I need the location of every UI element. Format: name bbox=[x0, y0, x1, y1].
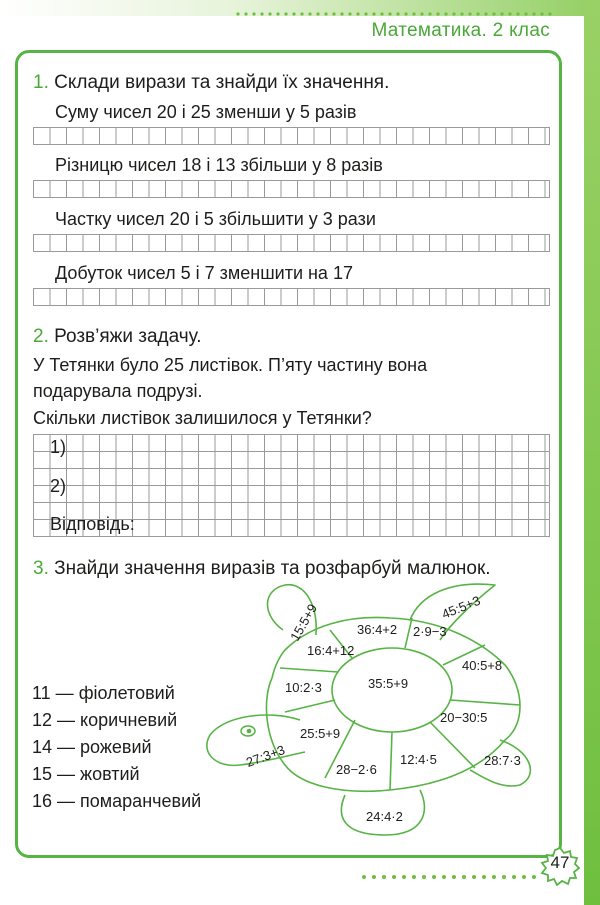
task1-number: 1. bbox=[33, 72, 49, 93]
legend-item-11: 11 — фіолетовий bbox=[32, 683, 175, 703]
solution-step-2: 2) bbox=[50, 476, 67, 496]
flipper-expression: 45:5+3 bbox=[439, 592, 483, 622]
shell-expression: 40:5+8 bbox=[462, 658, 503, 673]
task2-line-2: подарувала подрузі. bbox=[33, 381, 203, 401]
shell-expression: 20−30:5 bbox=[440, 710, 488, 725]
legend-item-16: 16 — помаранчевий bbox=[32, 791, 202, 811]
shell-expression: 28−2·6 bbox=[336, 762, 377, 777]
flipper-expression: 15:5+9 bbox=[287, 601, 321, 644]
shell-center-expression: 35:5+9 bbox=[368, 676, 409, 691]
task2-line-3: Скільки листівок залишилося у Тетянки? bbox=[33, 408, 372, 428]
head-expression: 27:3+3 bbox=[244, 742, 287, 770]
shell-outline bbox=[266, 617, 520, 791]
page-number: 47 bbox=[550, 853, 570, 872]
task1-item-3: Частку чисел 20 і 5 збільшити у 3 рази bbox=[55, 209, 376, 229]
page-header-title: Математика. 2 клас bbox=[371, 20, 550, 41]
task1-title: Склади вирази та знайди їх значення. bbox=[54, 72, 390, 93]
bottom-dots-decor bbox=[360, 873, 540, 881]
answer-label: Відповідь: bbox=[50, 514, 135, 534]
shell-expression: 12:4·5 bbox=[400, 752, 437, 767]
task1-item-4: Добуток чисел 5 і 7 зменшити на 17 bbox=[55, 263, 353, 283]
task2-line-1: У Тетянки було 25 листівок. П’яту частину вона bbox=[33, 355, 428, 375]
legend-item-12: 12 — коричневий bbox=[32, 710, 178, 730]
solution-step-1: 1) bbox=[50, 437, 67, 457]
shell-expression: 2·9−3 bbox=[413, 624, 447, 639]
task2-title: Розв’яжи задачу. bbox=[54, 326, 202, 347]
legend-item-15: 15 — жовтий bbox=[32, 764, 140, 784]
shell-expression: 16:4+12 bbox=[307, 643, 355, 658]
task2-number: 2. bbox=[33, 326, 49, 347]
legend-item-14: 14 — рожевий bbox=[32, 737, 152, 757]
task3-title: Знайди значення виразів та розфарбуй малюнок. bbox=[54, 558, 491, 579]
shell-expression: 10:2·3 bbox=[285, 680, 322, 695]
back-flipper-expression: 24:4·2 bbox=[366, 809, 403, 824]
shell-expression: 28:7·3 bbox=[484, 753, 521, 768]
shell-expression: 36:4+2 bbox=[357, 622, 398, 637]
task3-number: 3. bbox=[33, 558, 49, 579]
shell-expression: 25:5+9 bbox=[300, 726, 341, 741]
task1-item-1: Суму чисел 20 і 25 зменши у 5 разів bbox=[55, 102, 357, 122]
task1-item-2: Різницю чисел 18 і 13 збільши у 8 разів bbox=[55, 155, 383, 175]
